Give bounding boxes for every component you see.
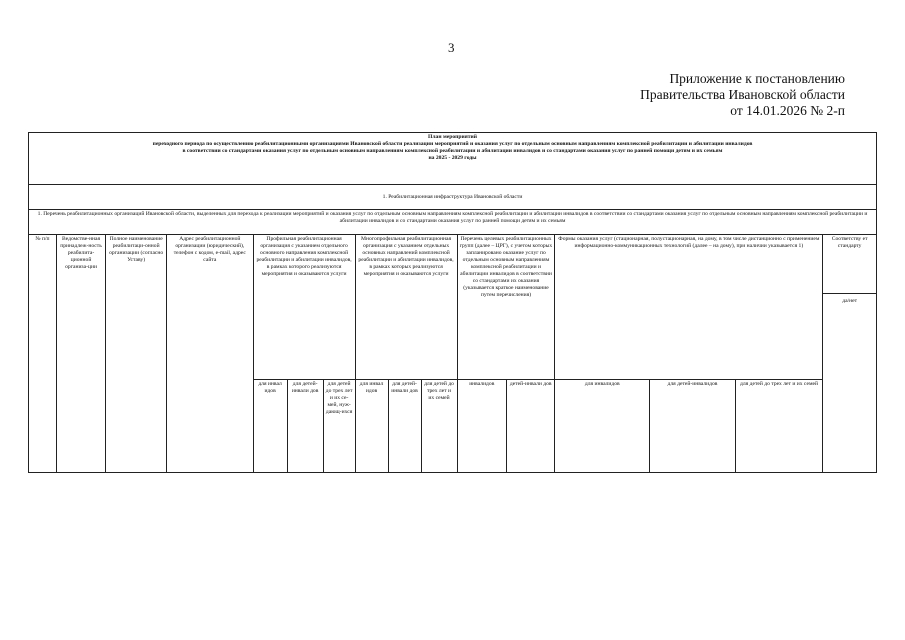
header-multiprofile: Многопрофильная реабилитационная организация с указанием отдельных основных направлений комплексной реабилитации и абилитации инвалидов, в рамках которых реализуются мероприятия и оказываются услуги xyxy=(355,235,457,380)
sub-profile-invalids: для инвал идов xyxy=(253,380,287,473)
plan-title xyxy=(29,133,877,185)
plan-title-line-1: План мероприятий xyxy=(428,134,477,140)
header-forms: Формы оказания услуг (стационарная, полустационарная, на дому, в том числе дистанционно с применением информационно-коммуникационных технологий (далее – на дому), при наличии указывается 1) xyxy=(555,235,823,380)
appendix-line-1: Приложение к постановлению xyxy=(669,71,845,86)
plan-title-line-2: переходного периода по осуществлению реабилитационными организациями Ивановской области реализации мероприятий и оказания услуг по отдельным основным направлениям комплексной реабилитации и абилитации инвалидов xyxy=(152,141,753,147)
appendix-line-3: от 14.01.2026 № 2-п xyxy=(730,103,845,118)
sub-multi-invalids: для инвал идов xyxy=(355,380,388,473)
sub-multi-early: для детей до трех лет и их семей xyxy=(421,380,457,473)
header-compliance-label: Соответству ет стандарту xyxy=(823,235,876,294)
sub-target-children: детей-инвали дов xyxy=(507,380,555,473)
header-compliance-sub: да/нет xyxy=(842,298,858,304)
sub-forms-invalids: для инвалидов xyxy=(555,380,650,473)
sub-forms-children: для детей-инвалидов xyxy=(650,380,736,473)
appendix-line-2: Правительства Ивановской области xyxy=(640,87,845,102)
sub-forms-early: для детей до трех лет и их семей xyxy=(735,380,823,473)
header-target-groups: Перечень целевых реабилитационных групп (далее – ЦРГ), с учетом которых запланировано оказание услуг по отдельным основным направлениям комплексной реабилитации и абилитации инвалидов в соответствии со стандартами их оказания (указывается краткое наименование путем перечисления) xyxy=(457,235,555,380)
plan-table xyxy=(28,132,877,473)
sub-multi-children: для детей-инвали дов xyxy=(388,380,421,473)
sub-profile-children: для детей-инвали дов xyxy=(287,380,323,473)
header-department: Ведомстве-нная принадлеж-ность реабилита-ционной организа-ции xyxy=(56,235,105,473)
header-address: Адрес реабилитационной организации (юридический), телефон с кодом, e-mail, адрес сайта xyxy=(167,235,254,473)
header-compliance xyxy=(823,235,877,473)
sub-profile-early: для детей до трех лет и их се-мей, нуж-дающ-ихся xyxy=(323,380,355,473)
header-profile: Профильная реабилитационная организация с указанием отдельного основного направления комплексной реабилитации и абилитации инвалидов, в рамках которого реализуются мероприятия и оказываются услуги xyxy=(253,235,355,380)
section-heading: 1. Реабилитационная инфраструктура Ивановской области xyxy=(29,185,877,210)
plan-title-line-3: в соответствии со стандартами оказания услуг по отдельным основным направлениям комплексной реабилитации и абилитации инвалидов и со стандартами оказания услуг по ранней помощи детям и их семьям xyxy=(182,148,723,154)
page-number: 3 xyxy=(448,40,455,55)
plan-title-line-4: на 2025 - 2029 годы xyxy=(428,155,477,161)
list-heading: 1. Перечень реабилитационных организаций Ивановской области, выделенных для перехода к реализации мероприятий и оказания услуг по отдельным основным направлениям комплексной реабилитации и абилитации инвалидов в соответствии со стандартами оказания услуг по отдельным основным направлениям комплексной реабилитации и абилитации инвалидов и со стандартами оказания услуг по ранней помощи детям и их семьям xyxy=(29,210,877,235)
header-num: № п/п xyxy=(29,235,57,473)
appendix-heading xyxy=(640,71,845,119)
header-full-name: Полное наименование реабилитаци-онной организации (согласно Уставу) xyxy=(106,235,167,473)
sub-target-invalids: инвалидов xyxy=(457,380,506,473)
